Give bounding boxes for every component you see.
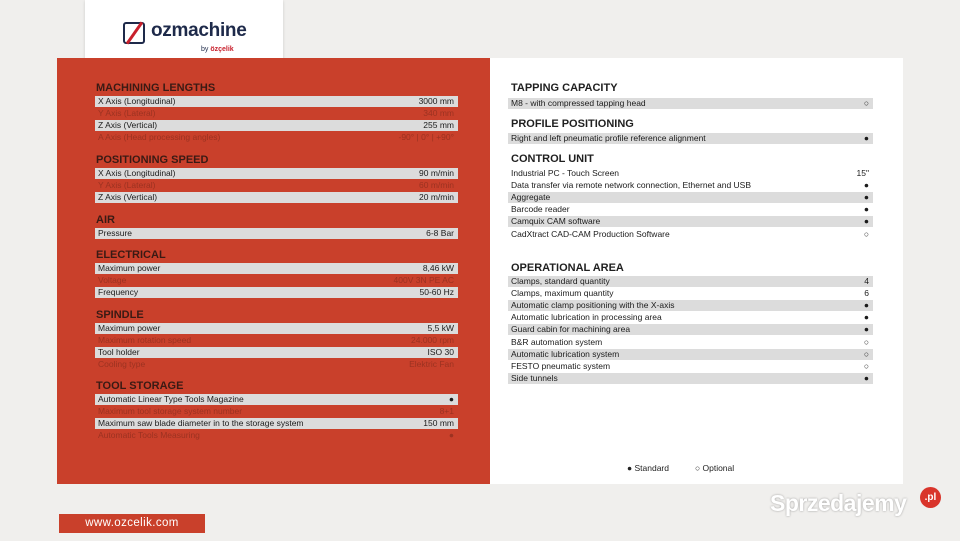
section-title: SPINDLE [96,309,144,321]
section-title: CONTROL UNIT [511,153,594,165]
spec-label: Side tunnels [511,372,558,383]
spec-label: Y Axis (Lateral) [98,108,156,119]
spec-value: ● [863,312,869,323]
legend-optional: ○ Optional [695,463,735,473]
spec-value: ● [863,372,869,383]
spec-row [508,229,873,240]
spec-row [95,359,458,370]
spec-value: 340 mm [423,108,454,119]
spec-value: 5,5 kW [427,323,454,333]
spec-value: ● [863,216,869,227]
spec-label: Guard cabin for machining area [511,324,631,335]
spec-row [95,335,458,346]
spec-label: Pressure [98,228,133,238]
spec-row [508,300,873,311]
spec-value: ● [863,192,869,203]
spec-label: M8 - with compressed tapping head [511,98,646,108]
section-title: AIR [96,214,115,226]
spec-value: 15" [856,168,869,178]
spec-value: 150 mm [423,418,454,429]
spec-value: 8,46 kW [422,263,454,273]
spec-value: 50-60 Hz [419,287,454,298]
spec-label: X Axis (Longitudinal) [98,168,176,178]
spec-label: Automatic lubrication system [511,348,620,359]
spec-label: Automatic Linear Type Tools Magazine [98,394,244,404]
spec-label: Maximum rotation speed [98,335,192,346]
spec-row [95,430,458,441]
spec-row [95,120,458,131]
spec-label: Y Axis (Lateral) [98,180,156,191]
spec-label: A Axis (Head processing angles) [98,132,221,143]
spec-label: Data transfer via remote network connection, Ethernet and USB [511,180,752,191]
spec-value: 24.000 rpm [411,335,454,346]
spec-label: Barcode reader [511,204,570,215]
spec-value: 255 mm [423,120,454,131]
spec-row [95,418,458,429]
brand-name: ozmachine [151,20,247,41]
spec-row [508,204,873,215]
spec-row [508,216,873,227]
spec-value: ○ [863,348,869,359]
spec-row [95,406,458,417]
spec-value: ISO 30 [427,347,454,358]
spec-value: 6-8 Bar [426,228,454,238]
brand-logo [85,0,283,60]
section-title: ELECTRICAL [96,249,166,261]
spec-label: Frequency [98,287,139,298]
spec-row [95,394,458,405]
spec-row [95,192,458,203]
spec-row [95,132,458,143]
spec-value: ● [863,180,869,191]
spec-label: Cooling type [98,359,146,370]
spec-value: 4 [864,276,869,286]
spec-label: Automatic Tools Measuring [98,430,200,441]
spec-row [95,180,458,191]
spec-row [95,228,458,239]
spec-label: Maximum power [98,323,161,333]
section-title: TAPPING CAPACITY [511,82,618,94]
spec-row [508,312,873,323]
brand-by-company: özçelik [210,46,234,53]
spec-value: ○ [863,360,869,371]
spec-row [95,323,458,334]
spec-label: Tool holder [98,347,140,358]
spec-row [508,192,873,203]
spec-label: Maximum saw blade diameter in to the storage system [98,418,304,429]
spec-label: Z Axis (Vertical) [98,192,158,203]
brand-mark-icon [123,22,145,44]
spec-label: B&R automation system [511,336,603,347]
spec-value: Elektric Fan [409,359,454,370]
spec-row [508,361,873,372]
spec-label: Automatic lubrication in processing area [511,312,662,323]
spec-value: ● [863,324,869,335]
spec-label: Voltage [98,275,127,286]
spec-row [95,275,458,286]
watermark-badge: .pl [920,487,941,508]
spec-value: ○ [863,228,869,239]
section-title: OPERATIONAL AREA [511,262,624,274]
spec-label: Aggregate [511,192,551,203]
spec-row [508,180,873,191]
spec-label: Clamps, maximum quantity [511,288,614,299]
spec-value: 3000 mm [418,96,454,106]
watermark-text: Sprzedajemy [770,490,907,516]
section-title: MACHINING LENGTHS [96,82,216,94]
spec-value: ○ [863,336,869,347]
spec-label: Maximum tool storage system number [98,406,243,417]
spec-label: Z Axis (Vertical) [98,120,158,131]
spec-row [508,337,873,348]
spec-value: 6 [864,288,869,299]
spec-value: ● [448,430,454,441]
brand-by-line [201,46,234,53]
spec-value: 20 m/min [419,192,454,203]
section-title: TOOL STORAGE [96,380,184,392]
spec-row [508,373,873,384]
spec-row [508,276,873,287]
spec-value: 90 m/min [419,168,454,178]
spec-value: 400V 3N PE AC [393,275,454,286]
spec-label: FESTO pneumatic system [511,360,611,371]
spec-row [95,287,458,298]
spec-label: Camquix CAM software [511,216,601,227]
spec-value: 8+1 [439,406,454,417]
spec-row [95,108,458,119]
website-link[interactable]: www.ozcelik.com [59,514,205,533]
spec-label: Right and left pneumatic profile reference alignment [511,133,706,143]
brand-by-label: by [201,46,209,53]
spec-value: -90° | 0° | +90° [398,132,454,143]
section-title: POSITIONING SPEED [96,154,209,166]
spec-row [508,168,873,179]
spec-value: ● [863,133,869,143]
spec-row [95,96,458,107]
spec-row [95,347,458,358]
spec-label: X Axis (Longitudinal) [98,96,176,106]
spec-row [508,98,873,109]
section-title: PROFILE POSITIONING [511,118,634,130]
spec-row [95,263,458,274]
spec-row [508,288,873,299]
spec-label: CadXtract CAD-CAM Production Software [511,228,670,239]
spec-value: ● [863,204,869,215]
spec-row [508,324,873,335]
spec-label: Industrial PC - Touch Screen [511,168,620,178]
legend-standard: ● Standard [627,463,669,473]
spec-value: ● [448,394,454,404]
spec-row [508,349,873,360]
spec-value: ● [863,300,869,311]
spec-row [95,168,458,179]
right-spec-panel [490,58,903,484]
spec-label: Maximum power [98,263,161,273]
spec-row [508,133,873,144]
left-spec-panel [57,58,490,484]
spec-label: Clamps, standard quantity [511,276,610,286]
spec-value: ○ [863,98,869,108]
spec-value: 60 m/min [419,180,454,191]
spec-label: Automatic clamp positioning with the X-axis [511,300,675,311]
